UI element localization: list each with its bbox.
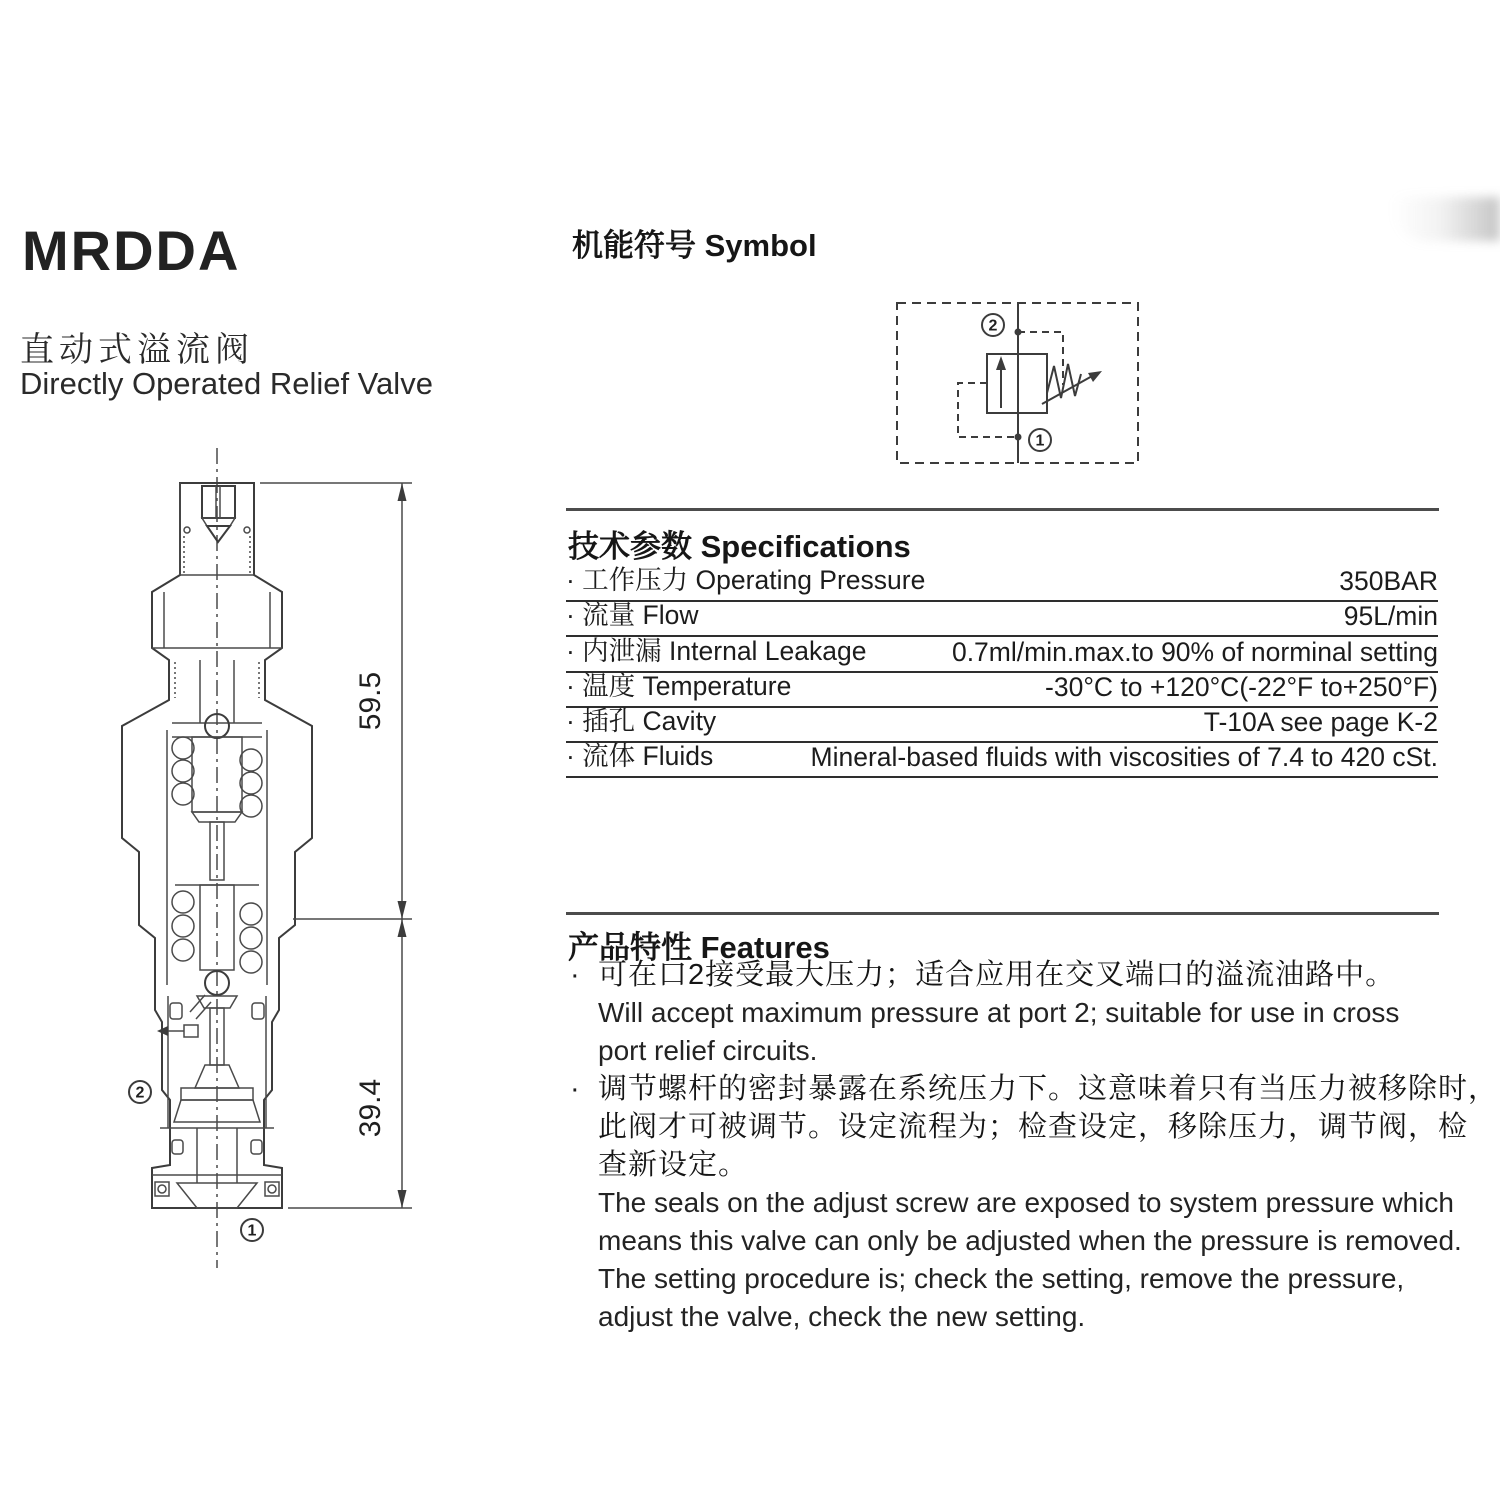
feature-line-text: port relief circuits. [598,1035,818,1066]
feature-line [566,1222,1462,1260]
bleed-screw-arrow [157,1025,198,1037]
feature-line [566,1260,1451,1298]
spec-value: Mineral-based fluids with viscosities of 7.4 to 420 cSt. [810,742,1438,773]
symbol-pilot-line-bottom [958,383,1022,441]
feature-line [566,956,1451,994]
bullet-dot: · [570,959,580,991]
feature-line-text: 查新设定。 [598,1149,749,1181]
spec-label: · 流体 Fluids [566,741,714,772]
spec-value: 95L/min [1343,601,1438,632]
spec-label: · 插孔 Cavity [566,705,717,736]
feature-line-text: 此阀才可被调节。设定流程为；检查设定，移除压力，调节阀，检 [598,1111,1469,1143]
feature-line-text: 调节螺杆的密封暴露在系统压力下。这意味着只有当压力被移除时， [598,1073,1499,1105]
spec-value: -30°C to +120°C(-22°F to+250°F) [1045,671,1438,702]
spec-value: 350BAR [1339,566,1438,597]
spec-row [566,743,1438,778]
feature-line-text: The setting procedure is; check the setting, remove the pressure, [598,1263,1405,1294]
spec-label: · 流量 Flow [566,600,699,631]
feature-line [566,1070,1499,1108]
hydraulic-symbol-svg [880,290,1150,475]
valve-drawing-svg [50,440,490,1280]
specs-heading: 技术参数 Specifications [568,529,911,564]
feature-line [566,1184,1454,1222]
symbol-port-2-label [982,314,1004,336]
drawing-port-2-label [129,1081,151,1103]
feature-line-text: The seals on the adjust screw are exposed to system pressure which [598,1187,1454,1218]
symbol-port-1-label [1029,429,1051,451]
feature-line [566,1108,1469,1146]
subtitle-cn: 直动式溢流阀 [20,331,254,369]
specs-top-rule [566,508,1439,511]
symbol-heading: 机能符号 Symbol [572,228,817,263]
feature-line-text: Will accept maximum pressure at port 2; suitable for use in cross [598,997,1400,1028]
features-top-rule [566,912,1439,915]
subtitle-en: Directly Operated Relief Valve [20,366,433,401]
feature-line-text: 可在口2接受最大压力；适合应用在交叉端口的溢流油路中。 [598,959,1396,991]
spec-label: · 温度 Temperature [566,670,792,701]
svg-text:1: 1 [247,1222,257,1240]
page-title: MRDDA [22,219,241,282]
valve-section-drawing [50,440,490,1280]
feature-line [566,994,1451,1032]
feature-line-text: adjust the valve, check the new setting. [598,1301,1086,1332]
feature-line [566,1146,1451,1184]
ball-seat [190,995,237,1019]
page-edge-shadow [1392,197,1500,241]
features-list [566,956,1499,1336]
spec-value: 0.7ml/min.max.to 90% of norminal setting [951,636,1438,667]
features-heading: 产品特性 Features [568,930,830,965]
dim-label-upper: 59.5 [354,671,387,731]
feature-line [566,1298,1451,1336]
symbol-flow-arrow [996,356,1006,408]
svg-text:1: 1 [1035,432,1045,450]
feature-line [566,1032,1451,1070]
drawing-port-1-label [241,1219,263,1241]
svg-text:2: 2 [988,317,998,335]
spec-value: T-10A see page K-2 [1203,706,1438,737]
svg-text:2: 2 [135,1084,145,1102]
hydraulic-symbol-diagram [880,290,1150,475]
specs-table [566,567,1438,778]
dim-label-lower: 39.4 [354,1078,387,1138]
feature-line-text: means this valve can only be adjusted when the pressure is removed. [598,1225,1462,1256]
spec-label: · 内泄漏 Internal Leakage [566,635,867,666]
spec-label: · 工作压力 Operating Pressure [566,565,926,596]
bullet-dot: · [570,1073,580,1105]
symbol-spring-icon [1047,364,1081,398]
